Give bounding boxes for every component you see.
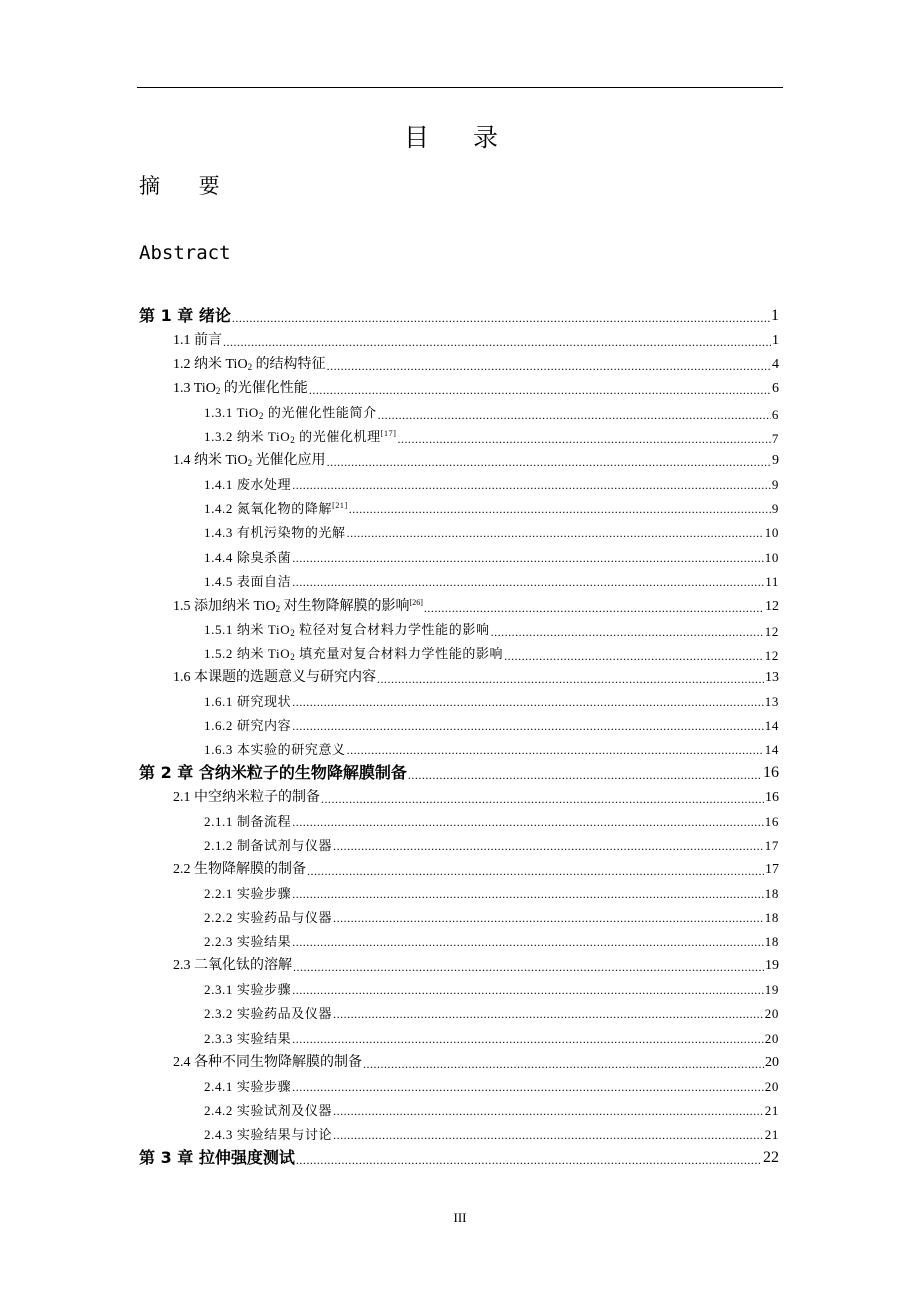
toc-section-entry[interactable] [173, 791, 779, 805]
toc-entry-page: 7 [771, 431, 779, 447]
toc-entry-label: 2.4.2 实验试剂及仪器 [204, 1102, 333, 1118]
toc-entry-label: 1.2 纳米 TiO$_2$ 的结构特征 [173, 357, 326, 373]
page-number: III [453, 1210, 467, 1225]
toc-leader-dots [292, 1081, 764, 1093]
toc-entry-label: 2.1.1 制备流程 [204, 814, 292, 830]
toc-entry-page: 9 [772, 453, 779, 469]
toc-section-entry[interactable] [173, 334, 779, 348]
toc-subsection-entry[interactable] [204, 983, 779, 996]
toc-subsection-entry[interactable] [204, 406, 779, 421]
toc-entry-label: 1.1 前言 [173, 333, 222, 349]
toc-entry-page: 12 [765, 598, 779, 614]
toc-entry-label: 2.2.2 实验药品与仪器 [204, 910, 333, 926]
toc-section-entry[interactable] [173, 671, 779, 685]
toc-leader-dots [292, 696, 764, 708]
toc-section-entry[interactable] [173, 959, 779, 973]
toc-entry-abstract-cn[interactable]: 摘 要 [139, 174, 236, 198]
toc-section-entry[interactable] [173, 863, 779, 877]
toc-subsection-entry[interactable] [204, 719, 779, 732]
toc-entry-page: 14 [764, 717, 779, 733]
toc-entry-page: 19 [764, 982, 779, 998]
toc-entry-label: 2.2 生物降解膜的制备 [173, 862, 306, 878]
toc-entry-label: 2.3.2 实验药品及仪器 [204, 1006, 333, 1022]
toc-chapter-entry[interactable] [139, 1147, 779, 1167]
toc-entry-label: 1.4.4 除臭杀菌 [204, 549, 292, 565]
toc-leader-dots [292, 479, 771, 491]
toc-subsection-entry[interactable] [204, 647, 779, 662]
header-rule [137, 87, 783, 88]
toc-leader-dots [424, 602, 764, 614]
toc-entry-page: 17 [765, 862, 779, 878]
toc-leader-dots [292, 576, 764, 588]
toc-entry-page: 19 [765, 958, 779, 974]
toc-entry-label: 2.2.3 实验结果 [204, 934, 292, 950]
toc-entry-page: 20 [765, 1054, 779, 1070]
toc-entry-label: 2.3.3 实验结果 [204, 1030, 292, 1046]
toc-entry-page: 18 [764, 886, 779, 902]
toc-subsection-entry[interactable] [204, 526, 779, 539]
toc-subsection-entry[interactable] [204, 815, 779, 828]
toc-entry-label: 第 3 章 拉伸强度测试 [139, 1147, 295, 1167]
toc-entry-label: 1.3.1 TiO$_2$ 的光催化性能简介 [204, 405, 377, 422]
toc-entry-label: 2.4.1 实验步骤 [204, 1078, 292, 1094]
toc-entry-label: 1.4.3 有机污染物的光解 [204, 525, 346, 541]
toc-subsection-entry[interactable] [204, 1007, 779, 1020]
toc-entry-page: 17 [764, 838, 779, 854]
toc-entry-page: 20 [764, 1030, 779, 1046]
toc-leader-dots [347, 744, 764, 756]
toc-leader-dots [363, 1058, 764, 1070]
toc-entry-page: 12 [764, 647, 779, 663]
toc-entry-page: 10 [764, 525, 779, 541]
toc-chapter-entry[interactable] [139, 762, 779, 782]
toc-leader-dots [292, 720, 764, 732]
toc-entry-label: 2.4 各种不同生物降解膜的制备 [173, 1054, 362, 1070]
toc-entry-page: 21 [764, 1102, 779, 1118]
toc-leader-dots [309, 384, 771, 396]
toc-leader-dots [292, 552, 764, 564]
toc-leader-dots [504, 650, 764, 662]
toc-entry-page: 13 [764, 693, 779, 709]
toc-chapter-entry[interactable] [139, 308, 779, 324]
toc-leader-dots [232, 312, 770, 324]
toc-leader-dots [327, 360, 771, 372]
toc-entry-page: 14 [764, 741, 779, 757]
toc-entry-page: 16 [765, 790, 779, 805]
toc-entry-label: 1.6.1 研究现状 [204, 693, 292, 709]
toc-entry-label: 1.5 添加纳米 TiO$_2$ 对生物降解膜的影响[26] [173, 597, 423, 614]
toc-subsection-entry[interactable] [204, 935, 779, 948]
page-title: 目 录 [404, 123, 516, 152]
toc-entry-page: 18 [764, 934, 779, 950]
toc-entry-label: 2.2.1 实验步骤 [204, 886, 292, 902]
toc-leader-dots [296, 1154, 762, 1166]
toc-leader-dots [292, 984, 764, 996]
toc-subsection-entry[interactable] [204, 1080, 779, 1093]
toc-entry-page: 20 [764, 1006, 779, 1022]
toc-subsection-entry[interactable] [204, 695, 779, 708]
toc-entry-page: 4 [772, 357, 779, 373]
toc-section-entry[interactable] [173, 358, 779, 372]
toc-leader-dots [293, 961, 764, 973]
toc-entry-label: 1.5.2 纳米 TiO$_2$ 填充量对复合材料力学性能的影响 [204, 645, 504, 662]
toc-leader-dots [397, 433, 770, 445]
toc-entry-page: 21 [764, 1126, 779, 1142]
toc-entry-label: 1.5.1 纳米 TiO$_2$ 粒径对复合材料力学性能的影响 [204, 621, 490, 638]
toc-entry-page: 1 [772, 333, 779, 349]
toc-subsection-entry[interactable] [204, 1032, 779, 1045]
toc-entry-label: 1.4.2 氮氧化物的降解[21] [204, 501, 348, 517]
toc-entry-page: 20 [764, 1078, 779, 1094]
toc-entry-label: 1.4.1 废水处理 [204, 477, 292, 493]
toc-entry-page: 9 [771, 501, 779, 517]
toc-entry-page: 11 [765, 573, 779, 589]
toc-leader-dots [321, 793, 764, 805]
toc-leader-dots [347, 527, 764, 539]
toc-entry-label: 1.6.3 本实验的研究意义 [204, 741, 346, 757]
toc-entry-abstract-en[interactable]: Abstract [139, 242, 231, 264]
toc-leader-dots [333, 1105, 764, 1117]
toc-entry-page: 6 [772, 381, 779, 397]
toc-subsection-entry[interactable] [204, 839, 779, 852]
toc-subsection-entry[interactable] [204, 911, 779, 924]
toc-subsection-entry[interactable] [204, 1104, 779, 1117]
toc-entry-page: 13 [765, 669, 779, 685]
toc-subsection-entry[interactable] [204, 478, 779, 491]
toc-subsection-entry[interactable] [204, 430, 779, 445]
toc-leader-dots [333, 1008, 764, 1020]
toc-entry-label: 2.1.2 制备试剂与仪器 [204, 838, 333, 854]
toc-entry-label: 2.3.1 实验步骤 [204, 982, 292, 998]
toc-leader-dots [349, 503, 771, 515]
toc-entry-label: 1.6 本课题的选题意义与研究内容 [173, 669, 376, 685]
toc-section-entry[interactable] [173, 1056, 779, 1070]
toc-leader-dots [333, 912, 764, 924]
toc-leader-dots [292, 1033, 764, 1045]
toc-entry-page: 9 [771, 477, 779, 493]
toc-leader-dots [307, 865, 764, 877]
toc-leader-dots [327, 456, 771, 468]
toc-entry-label: 1.6.2 研究内容 [204, 717, 292, 733]
toc-subsection-entry[interactable] [204, 551, 779, 564]
toc-entry-page: 22 [763, 1148, 779, 1166]
toc-section-entry[interactable] [173, 454, 779, 468]
toc-entry-label: 1.4 纳米 TiO$_2$ 光催化应用 [173, 453, 326, 469]
toc-entry-page: 16 [763, 763, 779, 781]
toc-leader-dots [292, 888, 764, 900]
toc-entry-page: 18 [764, 910, 779, 926]
toc-entry-label: 2.4.3 实验结果与讨论 [204, 1126, 333, 1142]
toc-leader-dots [333, 1129, 764, 1141]
toc-leader-dots [377, 673, 764, 685]
toc-entry-label: 2.1 中空纳米粒子的制备 [173, 790, 320, 805]
toc-section-entry[interactable] [173, 382, 779, 396]
toc-entry-page: 1 [771, 307, 779, 324]
toc-entry-page: 6 [771, 407, 779, 423]
toc-subsection-entry[interactable] [204, 575, 779, 588]
toc-section-entry[interactable] [173, 599, 779, 614]
toc-subsection-entry[interactable] [204, 887, 779, 900]
toc-leader-dots [223, 336, 771, 348]
toc-leader-dots [491, 626, 764, 638]
toc-subsection-entry[interactable] [204, 623, 779, 638]
toc-entry-label: 第 2 章 含纳米粒子的生物降解膜制备 [139, 762, 407, 782]
toc-entry-label: 1.3 TiO$_2$ 的光催化性能 [173, 381, 308, 397]
toc-leader-dots [378, 409, 771, 421]
toc-leader-dots [333, 840, 764, 852]
toc-subsection-entry[interactable] [204, 743, 779, 756]
toc-leader-dots [292, 816, 764, 828]
toc-entry-label: 1.3.2 纳米 TiO$_2$ 的光催化机理[17] [204, 429, 397, 446]
toc-entry-page: 16 [764, 814, 779, 830]
toc-leader-dots [408, 769, 762, 781]
toc-entry-label: 1.4.5 表面自洁 [204, 573, 292, 589]
toc-leader-dots [292, 936, 764, 948]
toc-entry-label: 第 1 章 绪论 [139, 306, 231, 325]
toc-entry-label: 2.3 二氧化钛的溶解 [173, 958, 292, 974]
toc-subsection-entry[interactable] [204, 502, 779, 515]
toc-entry-page: 10 [764, 549, 779, 565]
toc-subsection-entry[interactable] [204, 1128, 779, 1141]
toc-entry-page: 12 [764, 623, 779, 639]
